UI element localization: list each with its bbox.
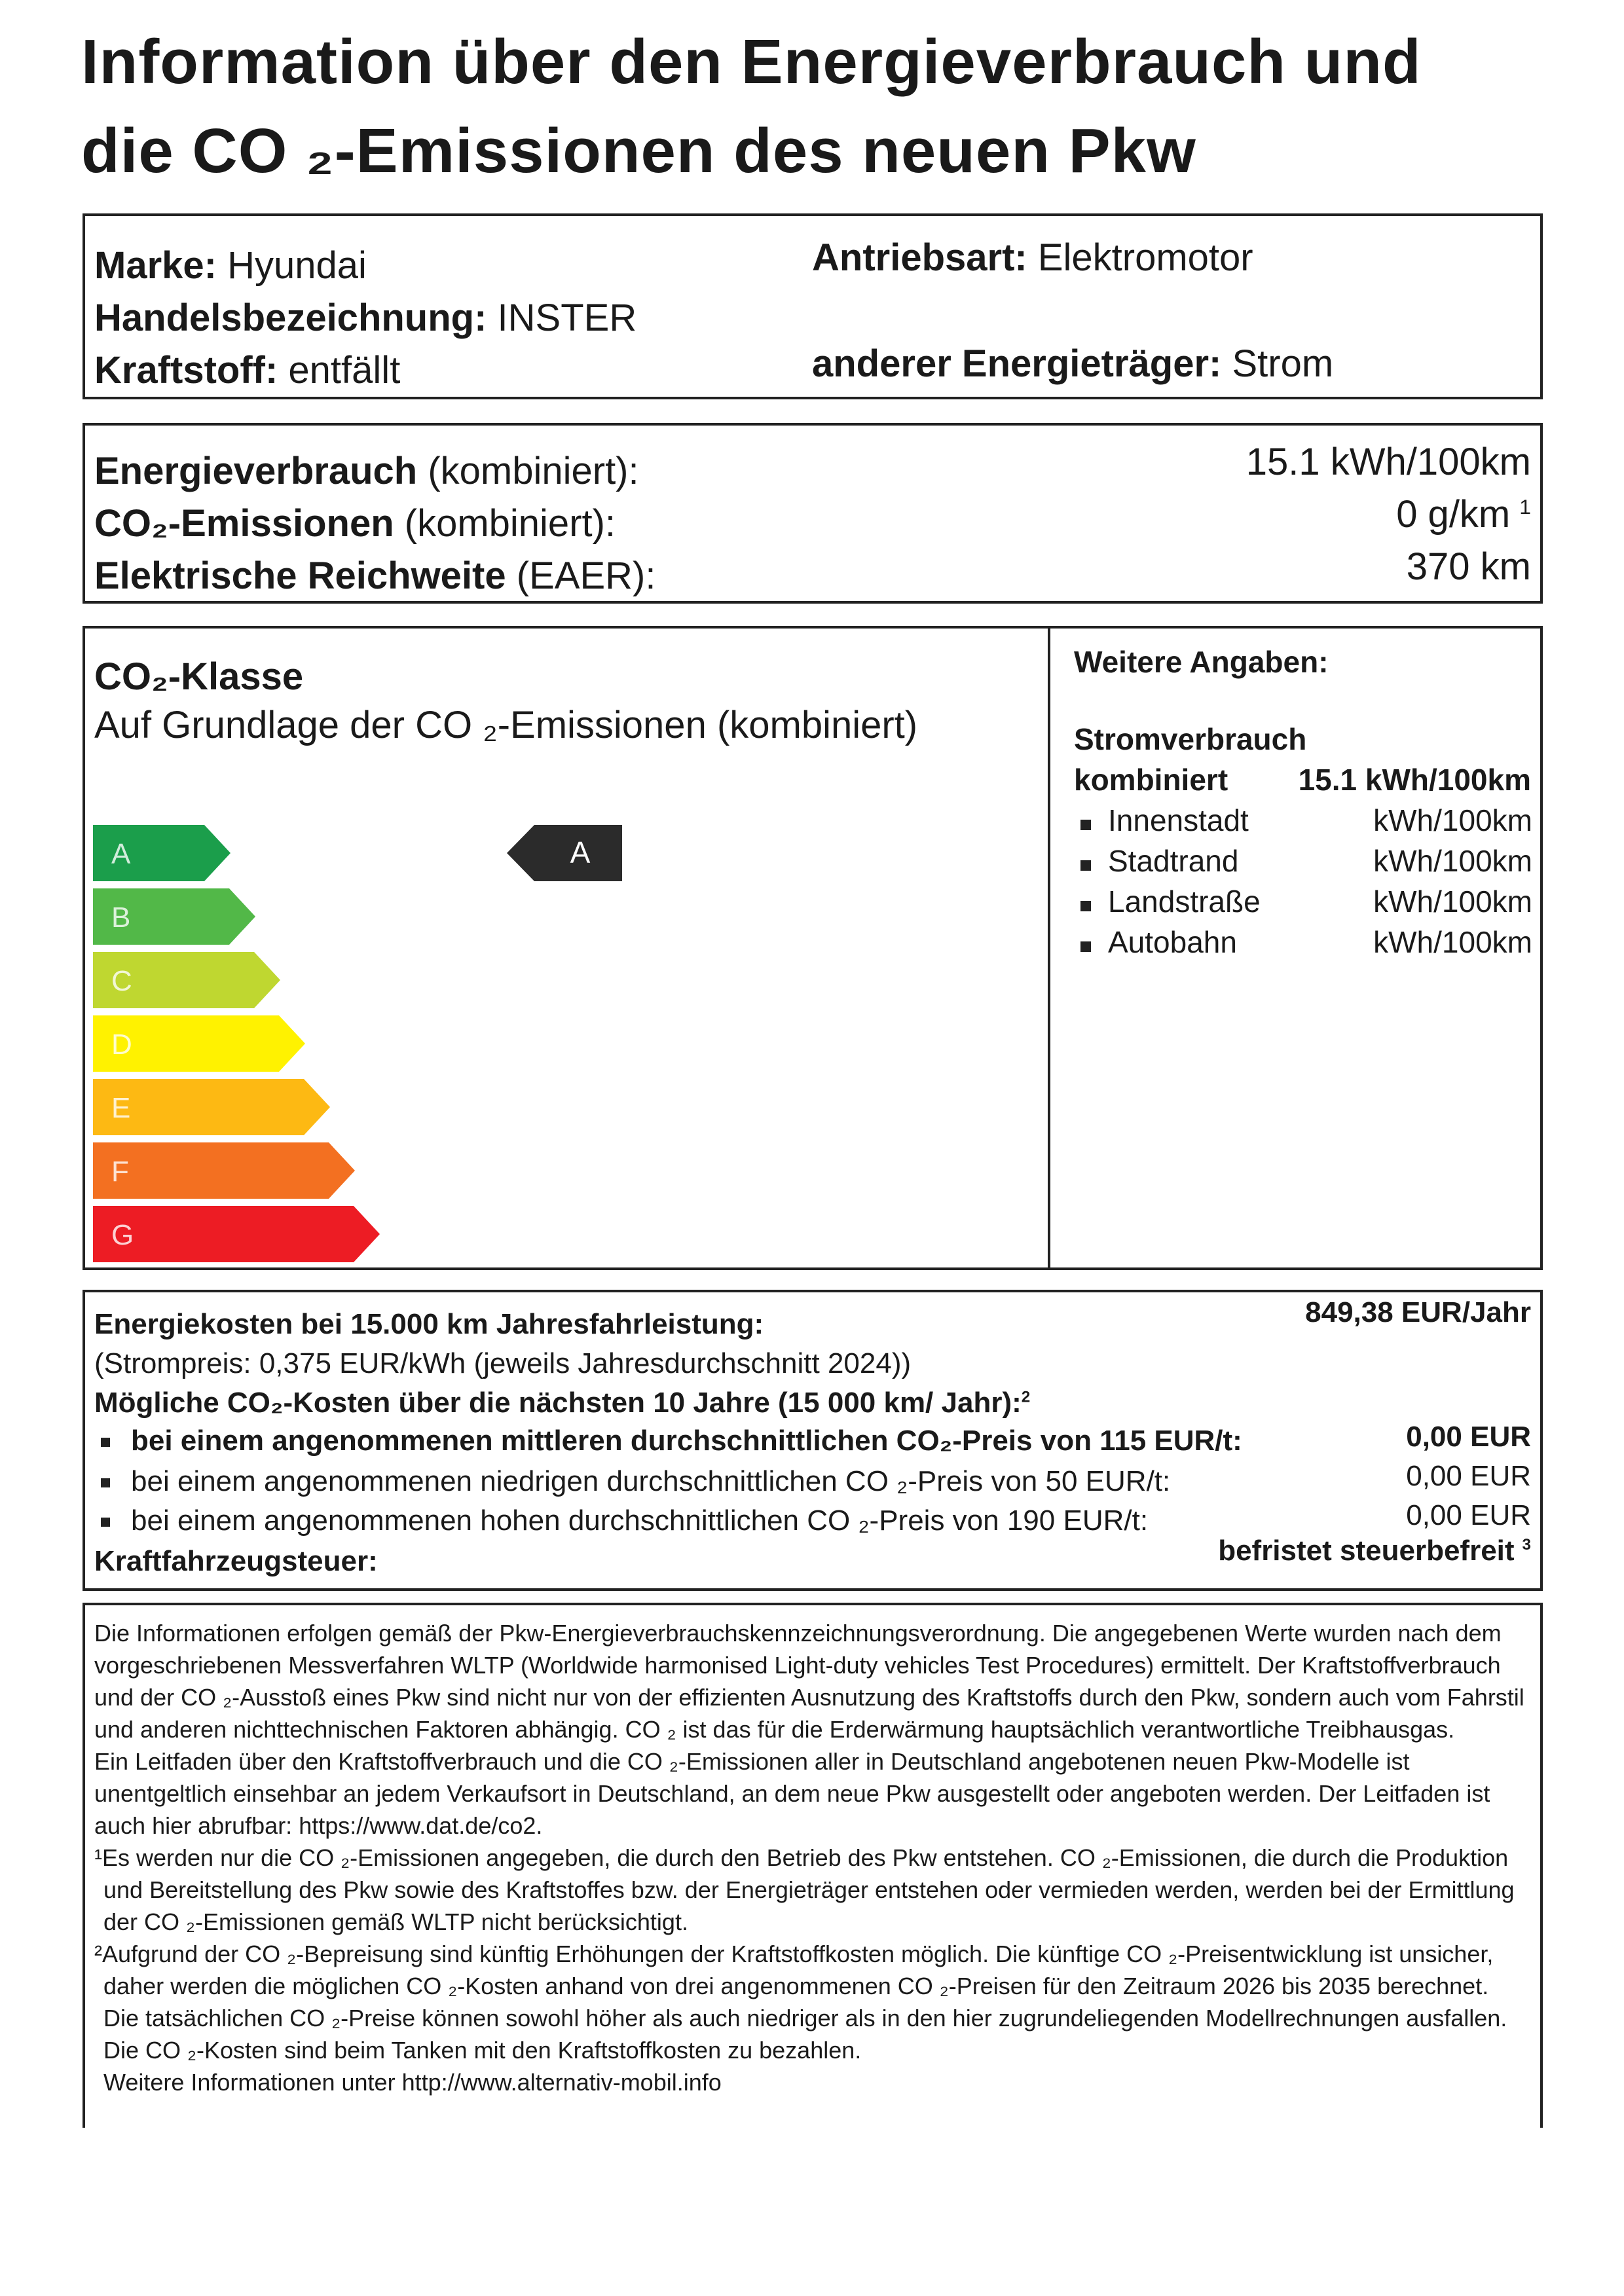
efficiency-class-letter: A: [111, 838, 131, 870]
co2-emissionen-suffix: (kombiniert):: [404, 502, 616, 545]
efficiency-class-letter: C: [111, 965, 132, 997]
kombiniert-label: kombiniert: [1074, 763, 1228, 797]
scenario-value: 0,00 EUR: [1406, 1460, 1531, 1492]
energieverbrauch-suffix: (kombiniert):: [428, 450, 639, 492]
scenario-value: 0,00 EUR: [1406, 1499, 1531, 1531]
scenario-value: 0,00 EUR: [1406, 1421, 1531, 1453]
marke-row: [94, 244, 367, 287]
current-class-letter: A: [570, 835, 591, 869]
page-title-line2: die CO ₂-Emissionen des neuen Pkw: [81, 116, 1196, 186]
efficiency-class-b: [93, 888, 255, 948]
efficiency-class-letter: F: [111, 1156, 129, 1188]
further-item: [1074, 843, 1532, 883]
energietraeger-row: [812, 342, 1333, 386]
energietraeger-label: anderer Energieträger:: [812, 342, 1222, 385]
co2-emissionen-row: [94, 501, 616, 545]
energieverbrauch-value: 15.1 kWh/100km: [1246, 441, 1531, 483]
handelsbezeichnung-row: [94, 296, 637, 340]
page-title-line1: Information über den Energieverbrauch und: [81, 27, 1422, 97]
co2-class-divider: [1048, 629, 1050, 1267]
bullet-icon: [1080, 901, 1091, 911]
footnote-guide: Ein Leitfaden über den Kraftstoffverbrauch und die CO ₂-Emissionen aller in Deutschland angebotenen neuen Pkw-Modelle ist unentgeltlich einsehbar an jedem Verkaufsort in Deutschland, an dem neue Pkw ausgestellt oder angeboten werden. Der Leitfaden ist auch hier abrufbar: https://www.dat.de/co2.: [94, 1748, 1490, 1839]
further-item-unit: kWh/100km: [1373, 803, 1532, 837]
marke-label: Marke:: [94, 244, 217, 287]
footnote-1: ¹Es werden nur die CO ₂-Emissionen angegeben, die durch den Betrieb des Pkw entstehen. CO ₂-Emissionen, die durch die Produktion und Bereitstellung des Pkw sowie des Kraftstoffes bzw. der Energieträger entstehen oder vermieden werden, werden bei der Ermittlung der CO ₂-Emissionen gemäß WLTP nicht berücksichtigt.: [94, 1844, 1515, 1935]
co2-footnote-ref: 1: [1519, 494, 1531, 519]
further-heading: Weitere Angaben:: [1074, 645, 1329, 679]
consumption-box: [83, 423, 1543, 604]
efficiency-class-f: [93, 1142, 355, 1202]
footnote-more-info: Weitere Informationen unter http://www.alternativ-mobil.info: [103, 2069, 722, 2096]
efficiency-class-g: [93, 1206, 380, 1266]
energiekosten-label: Energiekosten bei 15.000 km Jahresfahrleistung:: [94, 1308, 764, 1340]
efficiency-class-letter: B: [111, 902, 131, 934]
reichweite-value: 370 km: [1406, 545, 1531, 588]
footnotes-box: [83, 1603, 1543, 2128]
antriebsart-row: [812, 236, 1253, 280]
energiekosten-value: 849,38 EUR/Jahr: [1305, 1296, 1531, 1328]
reichweite-row: [94, 554, 655, 598]
kfz-steuer-value: befristet steuerbefreit: [1218, 1535, 1515, 1567]
efficiency-class-d: [93, 1015, 305, 1075]
energietraeger-value: Strom: [1232, 342, 1334, 385]
bullet-icon: [101, 1518, 110, 1527]
footnote-2: ²Aufgrund der CO ₂-Bepreisung sind künftig Erhöhungen der Kraftstoffkosten möglich. Die künftige CO ₂-Preisentwicklung ist unsicher, daher werden die möglichen CO ₂-Kosten anhand von drei angenommenen CO ₂-Preisen für den Zeitraum 2026 bis 2035 berechnet. Die tatsächlichen CO ₂-Preise können sowohl höher als auch niedriger als in den hier zugrundeliegenden Modellrechnungen ausfallen. Die CO ₂-Kosten sind beim Tanken mit den Kraftstoffkosten zu bezahlen.: [94, 1941, 1507, 2064]
kfz-steuer-value-wrap: [1218, 1535, 1531, 1567]
further-item: [1074, 884, 1532, 923]
vehicle-info-box: [83, 213, 1543, 399]
reichweite-suffix: (EAER):: [516, 555, 656, 597]
kombiniert-value: 15.1 kWh/100km: [1298, 763, 1531, 797]
costs-box: [83, 1290, 1543, 1591]
current-class-indicator: [507, 825, 622, 884]
further-item-label: Innenstadt: [1108, 803, 1249, 837]
antriebsart-label: Antriebsart:: [812, 236, 1027, 279]
footnote-intro: Die Informationen erfolgen gemäß der Pkw-Energieverbrauchskennzeichnungsverordnung. Die angegebenen Werte wurden nach dem vorgeschriebenen Messverfahren WLTP (Worldwide harmonised Light-duty vehicles Test Procedures) ermittelt. Der Kraftstoffverbrauch und der CO ₂-Ausstoß eines Pkw sind nicht nur von der effizienten Ausnutzung des Kraftstoffs durch den Pkw, sondern auch vom Fahrstil und anderen nichttechnischen Faktoren abhängig. CO ₂ ist das für die Erderwärmung hauptsächlich verantwortliche Treibhausgas.: [94, 1620, 1524, 1743]
further-item-label: Autobahn: [1108, 925, 1237, 959]
scenario-label: bei einem angenommenen mittleren durchschnittlichen CO₂-Preis von 115 EUR/t:: [131, 1425, 1242, 1457]
co2-emissionen-value: 0 g/km: [1396, 493, 1511, 536]
co2-class-box: [83, 626, 1543, 1270]
efficiency-class-a: [93, 825, 231, 884]
further-item-label: Landstraße: [1108, 884, 1261, 919]
stromverbrauch-label: Stromverbrauch: [1074, 722, 1307, 756]
co2-emissionen-label: CO₂-Emissionen: [94, 502, 394, 545]
bullet-icon: [1080, 820, 1091, 830]
bullet-icon: [1080, 941, 1091, 952]
kraftstoff-value: entfällt: [288, 349, 401, 392]
scenario-label: bei einem angenommenen niedrigen durchschnittlichen CO ₂-Preis von 50 EUR/t:: [131, 1465, 1171, 1497]
handelsbezeichnung-value: INSTER: [497, 297, 637, 339]
efficiency-class-letter: D: [111, 1029, 132, 1061]
further-item-unit: kWh/100km: [1373, 925, 1532, 959]
efficiency-class-letter: G: [111, 1219, 134, 1251]
kraftstoff-label: Kraftstoff:: [94, 349, 278, 392]
footnotes-text: [94, 1617, 1528, 2098]
co2-class-heading: CO₂-Klasse: [94, 655, 304, 698]
energieverbrauch-label: Energieverbrauch: [94, 450, 418, 492]
kfz-steuer-label: Kraftfahrzeugsteuer:: [94, 1545, 378, 1577]
co2-kosten-footnote-ref: 2: [1021, 1388, 1031, 1406]
efficiency-class-e: [93, 1079, 330, 1139]
further-item: [1074, 924, 1532, 964]
kraftstoff-row: [94, 348, 400, 392]
efficiency-class-letter: E: [111, 1092, 131, 1124]
marke-value: Hyundai: [227, 244, 367, 287]
efficiency-class-c: [93, 952, 280, 1011]
bullet-icon: [101, 1478, 110, 1487]
co2-kosten-row: [94, 1387, 1030, 1419]
energieverbrauch-row: [94, 449, 639, 493]
co2-emissionen-value-wrap: [1396, 492, 1531, 536]
further-item-unit: kWh/100km: [1373, 884, 1532, 919]
co2-class-subheading: Auf Grundlage der CO ₂-Emissionen (kombiniert): [94, 704, 918, 746]
reichweite-label: Elektrische Reichweite: [94, 555, 506, 597]
further-item-unit: kWh/100km: [1373, 844, 1532, 878]
bullet-icon: [1080, 860, 1091, 871]
antriebsart-value: Elektromotor: [1037, 236, 1253, 279]
handelsbezeichnung-label: Handelsbezeichnung:: [94, 297, 487, 339]
further-item: [1074, 803, 1532, 842]
bullet-icon: [101, 1438, 110, 1447]
further-item-label: Stadtrand: [1108, 844, 1239, 878]
scenario-label: bei einem angenommenen hohen durchschnittlichen CO ₂-Preis von 190 EUR/t:: [131, 1504, 1149, 1537]
co2-kosten-label: Mögliche CO₂-Kosten über die nächsten 10 Jahre (15 000 km/ Jahr):: [94, 1387, 1022, 1419]
strompreis-note: (Strompreis: 0,375 EUR/kWh (jeweils Jahresdurchschnitt 2024)): [94, 1347, 912, 1379]
kfz-steuer-footnote-ref: 3: [1522, 1536, 1531, 1554]
